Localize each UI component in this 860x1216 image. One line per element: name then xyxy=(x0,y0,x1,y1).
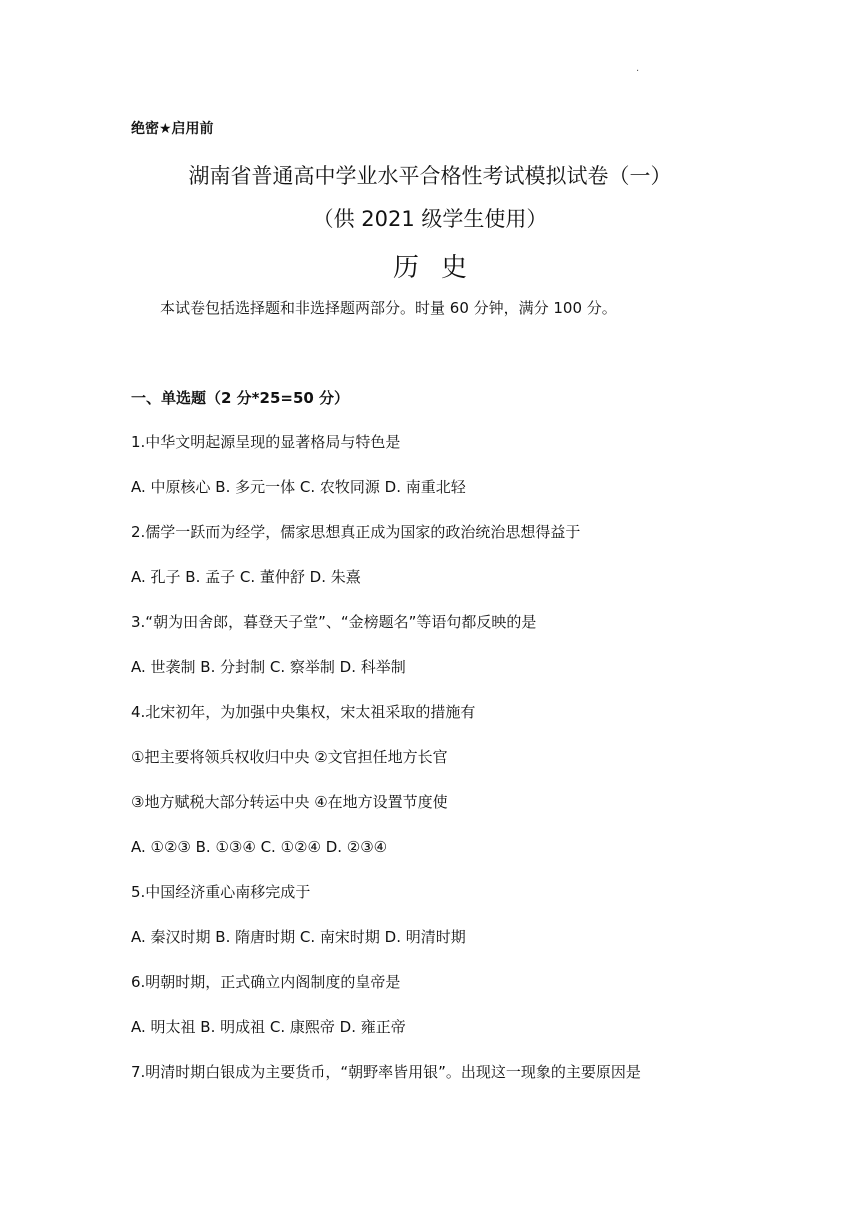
section-heading: 一、单选题（2 分*25=50 分） xyxy=(131,389,350,407)
question-3-options: A. 世袭制 B. 分封制 C. 察举制 D. 科举制 xyxy=(131,658,406,676)
question-4-options: A. ①②③ B. ①③④ C. ①②④ D. ②③④ xyxy=(131,838,388,856)
corner-mark: · xyxy=(636,66,640,77)
subject-title: 历史 xyxy=(392,253,489,283)
question-1-stem: 1.中华文明起源呈现的显著格局与特色是 xyxy=(131,433,401,451)
question-list xyxy=(131,420,771,1095)
question-7-stem: 7.明清时期白银成为主要货币，“朝野率皆用银”。出现这一现象的主要原因是 xyxy=(131,1063,641,1081)
question-1-options: A. 中原核心 B. 多元一体 C. 农牧同源 D. 南重北轻 xyxy=(131,478,466,496)
exam-subtitle: （供 2021 级学生使用） xyxy=(312,207,548,231)
question-5-stem: 5.中国经济重心南移完成于 xyxy=(131,883,311,901)
exam-title: 湖南省普通高中学业水平合格性考试模拟试卷（一） xyxy=(188,164,672,188)
question-5-options: A. 秦汉时期 B. 隋唐时期 C. 南宋时期 D. 明清时期 xyxy=(131,928,466,946)
question-4-statements-1: ①把主要将领兵权收归中央 ②文官担任地方长官 xyxy=(131,748,448,766)
question-4-statements-2: ③地方赋税大部分转运中央 ④在地方设置节度使 xyxy=(131,793,448,811)
question-4-stem: 4.北宋初年，为加强中央集权，宋太祖采取的措施有 xyxy=(131,703,476,721)
confidential-label: 绝密★启用前 xyxy=(131,121,214,137)
question-2-options: A. 孔子 B. 孟子 C. 董仲舒 D. 朱熹 xyxy=(131,568,361,586)
question-6-options: A. 明太祖 B. 明成祖 C. 康熙帝 D. 雍正帝 xyxy=(131,1018,406,1036)
exam-instructions: 本试卷包括选择题和非选择题两部分。时量 60 分钟，满分 100 分。 xyxy=(160,299,617,317)
question-6-stem: 6.明朝时期，正式确立内阁制度的皇帝是 xyxy=(131,973,401,991)
question-3-stem: 3.“朝为田舍郎，暮登天子堂”、“金榜题名”等语句都反映的是 xyxy=(131,613,537,631)
question-2-stem: 2.儒学一跃而为经学，儒家思想真正成为国家的政治统治思想得益于 xyxy=(131,523,581,541)
